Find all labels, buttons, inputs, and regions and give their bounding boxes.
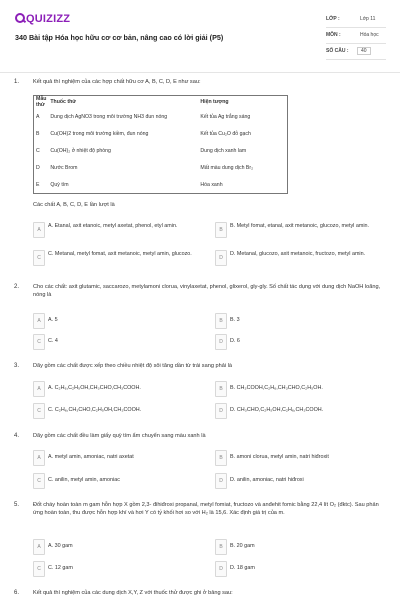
option-text: C. C₂H₆,CH₃CHO,C₂H₅OH,CH₃COOH. [48, 407, 142, 413]
option-text: A. metyl amin, amoniac, natri axetat [48, 454, 134, 460]
option-text: A. Etanal, axit etanoic, metyl axetat, phenol, etyl amin. [48, 223, 178, 229]
option-c[interactable] [33, 473, 203, 489]
option-text: A. 5 [48, 317, 58, 323]
option-key: D [215, 334, 227, 350]
option-d[interactable] [215, 334, 385, 350]
meta-label: LỚP : [326, 16, 340, 22]
option-key: C [33, 473, 45, 489]
option-key: B [215, 539, 227, 555]
option-key: D [215, 561, 227, 577]
option-text: D. 18 gam [230, 565, 255, 571]
table-cell: Dung dịch xanh lam [200, 147, 247, 154]
question-text: Dãy gồm các chất được xếp theo chiều nhiệt độ sôi tăng dần từ trái sang phải là [33, 363, 232, 369]
question-text: Dãy gồm các chất đều làm giấy quỳ tím ẩm chuyển sang màu xanh là [33, 433, 206, 439]
option-text: A. C₂H₆,C₂H₅OH,CH₃CHO,CH₃COOH. [48, 385, 141, 391]
option-key: B [215, 313, 227, 329]
meta-value: Hóa học [360, 32, 379, 38]
question-text: Đốt cháy hoàn toàn m gam hỗn hợp X gồm 2,3- đihiđroxi propanal, metyl fomiat, fructozo và anđehit fomic bằng 22,4 lít O₂ (đktc). Sau phản ứng hoàn toàn, thu được hỗn hợp khí và hơi Y có tỷ khối hơi so với H₂ là 15,6. Xác định giá trị của m. [33, 502, 379, 516]
option-a[interactable] [33, 450, 203, 466]
option-key: A [33, 222, 45, 238]
option-text: D. CH₃CHO,C₂H₅OH,C₂H₆,CH₃COOH. [230, 407, 324, 413]
option-d[interactable] [215, 473, 385, 489]
question-text: Kết quả thí nghiệm của các dung dịch X,Y, Z với thuốc thử được ghi ở bảng sau: [33, 590, 233, 596]
meta-value: Lớp 11 [360, 16, 376, 22]
option-key: B [215, 450, 227, 466]
option-key: C [33, 561, 45, 577]
option-text: B. 20 gam [230, 543, 255, 549]
option-d[interactable] [215, 561, 385, 577]
meta-row-class [326, 12, 386, 28]
option-text: C. anilin, metyl amin, amoniac [48, 477, 120, 483]
option-c[interactable] [33, 561, 203, 577]
table-cell: Nước Brom [50, 164, 78, 171]
option-c[interactable] [33, 334, 203, 350]
table-cell: E [36, 181, 40, 188]
table-cell: Cu(OH)₂ ở nhiệt độ phòng [50, 147, 111, 154]
option-b[interactable] [215, 222, 385, 238]
page-header [0, 0, 400, 73]
table-cell: Mất màu dung dịch Br₂ [200, 164, 254, 171]
question-number: 6. [14, 590, 20, 596]
option-key: A [33, 381, 45, 397]
table-cell: A [36, 113, 40, 120]
option-text: D. anilin, amoniac, natri hiđroxi [230, 477, 304, 483]
question-text: Cho các chất: axit glutamic, saccarozo, metylamoni clorua, vinylaxetat, phenol, glixerol, gly-gly. Số chất tác dụng với dung dịch NaOH loãng, nóng là [33, 284, 381, 298]
meta-row-count [326, 44, 386, 60]
option-key: D [215, 250, 227, 266]
option-a[interactable] [33, 381, 203, 397]
option-text: D. 6 [230, 338, 240, 344]
quiz-meta [326, 12, 386, 60]
results-table [33, 95, 288, 194]
meta-value: 40 [357, 47, 371, 55]
option-d[interactable] [215, 250, 385, 266]
question-prompt: Các chất A, B, C, D, E lần lượt là [33, 202, 115, 208]
option-a[interactable] [33, 222, 203, 238]
option-key: B [215, 222, 227, 238]
table-row [34, 125, 288, 142]
table-cell: Cu(OH)2 trong môi trường kiềm, đun nóng [50, 130, 149, 137]
option-key: A [33, 539, 45, 555]
option-text: B. amoni clorua, metyl amin, natri hiđroxit [230, 454, 329, 460]
option-a[interactable] [33, 539, 203, 555]
table-cell: Hóa xanh [200, 181, 223, 188]
table-cell: C [36, 147, 40, 154]
option-a[interactable] [33, 313, 203, 329]
quizizz-logo [15, 13, 70, 25]
option-text: B. 3 [230, 317, 240, 323]
table-header: Hiện tượng [200, 99, 229, 105]
question-number: 5. [14, 502, 20, 508]
question-number: 3. [14, 363, 20, 369]
option-text: B. Metyl fomat, etanal, axit metanoic, glucozo, metyl amin. [230, 223, 370, 229]
question-text: Kết quả thí nghiệm của các hợp chất hữu cơ A, B, C, D, E như sau: [33, 79, 201, 85]
option-d[interactable] [215, 403, 385, 419]
option-key: A [33, 450, 45, 466]
table-header: Thuốc thử [50, 99, 77, 105]
logo-mark-icon [15, 13, 25, 23]
option-text: C. 4 [48, 338, 58, 344]
table-cell: B [36, 130, 40, 137]
option-key: C [33, 334, 45, 350]
option-text: B. CH₃COOH,C₂H₆,CH₃CHO,C₂H₅OH. [230, 385, 323, 391]
option-text: C. Metanal, metyl fomat, axit metanoic, metyl amin, glucozo. [48, 251, 192, 257]
question-number: 2. [14, 284, 20, 290]
table-row [34, 159, 288, 176]
option-c[interactable] [33, 403, 203, 419]
brand-name: QUIZIZZ [26, 13, 71, 25]
option-text: A. 30 gam [48, 543, 73, 549]
table-row [34, 142, 288, 159]
table-cell: D [36, 164, 40, 171]
table-header: Mẫu thử [36, 96, 47, 108]
table-header-row [34, 96, 288, 109]
option-text: D. Metanal, glucozo, axit metanoic, fructozo, metyl amin. [230, 251, 366, 257]
option-key: A [33, 313, 45, 329]
option-b[interactable] [215, 539, 385, 555]
meta-label: SỐ CÂU : [326, 48, 349, 54]
option-key: C [33, 403, 45, 419]
option-key: D [215, 403, 227, 419]
table-row [34, 176, 288, 194]
option-key: C [33, 250, 45, 266]
meta-label: MÔN : [326, 32, 341, 38]
table-cell: Kết tủa Ag trắng sáng [200, 113, 251, 120]
table-cell: Quỳ tím [50, 181, 69, 188]
table-cell: Dung dịch AgNO3 trong môi trường NH3 đun nóng [50, 113, 168, 120]
question-number: 4. [14, 433, 20, 439]
table-row [34, 108, 288, 125]
question-number: 1. [14, 79, 20, 85]
option-b[interactable] [215, 313, 385, 329]
page-title: 340 Bài tập Hóa học hữu cơ cơ bản, nâng cao có lời giải (P5) [15, 33, 224, 42]
option-b[interactable] [215, 381, 385, 397]
option-key: D [215, 473, 227, 489]
option-c[interactable] [33, 250, 203, 266]
option-text: C. 12 gam [48, 565, 73, 571]
meta-row-subject [326, 28, 386, 44]
option-key: B [215, 381, 227, 397]
table-cell: Kết tủa Cu₂O đỏ gạch [200, 130, 251, 137]
option-b[interactable] [215, 450, 385, 466]
